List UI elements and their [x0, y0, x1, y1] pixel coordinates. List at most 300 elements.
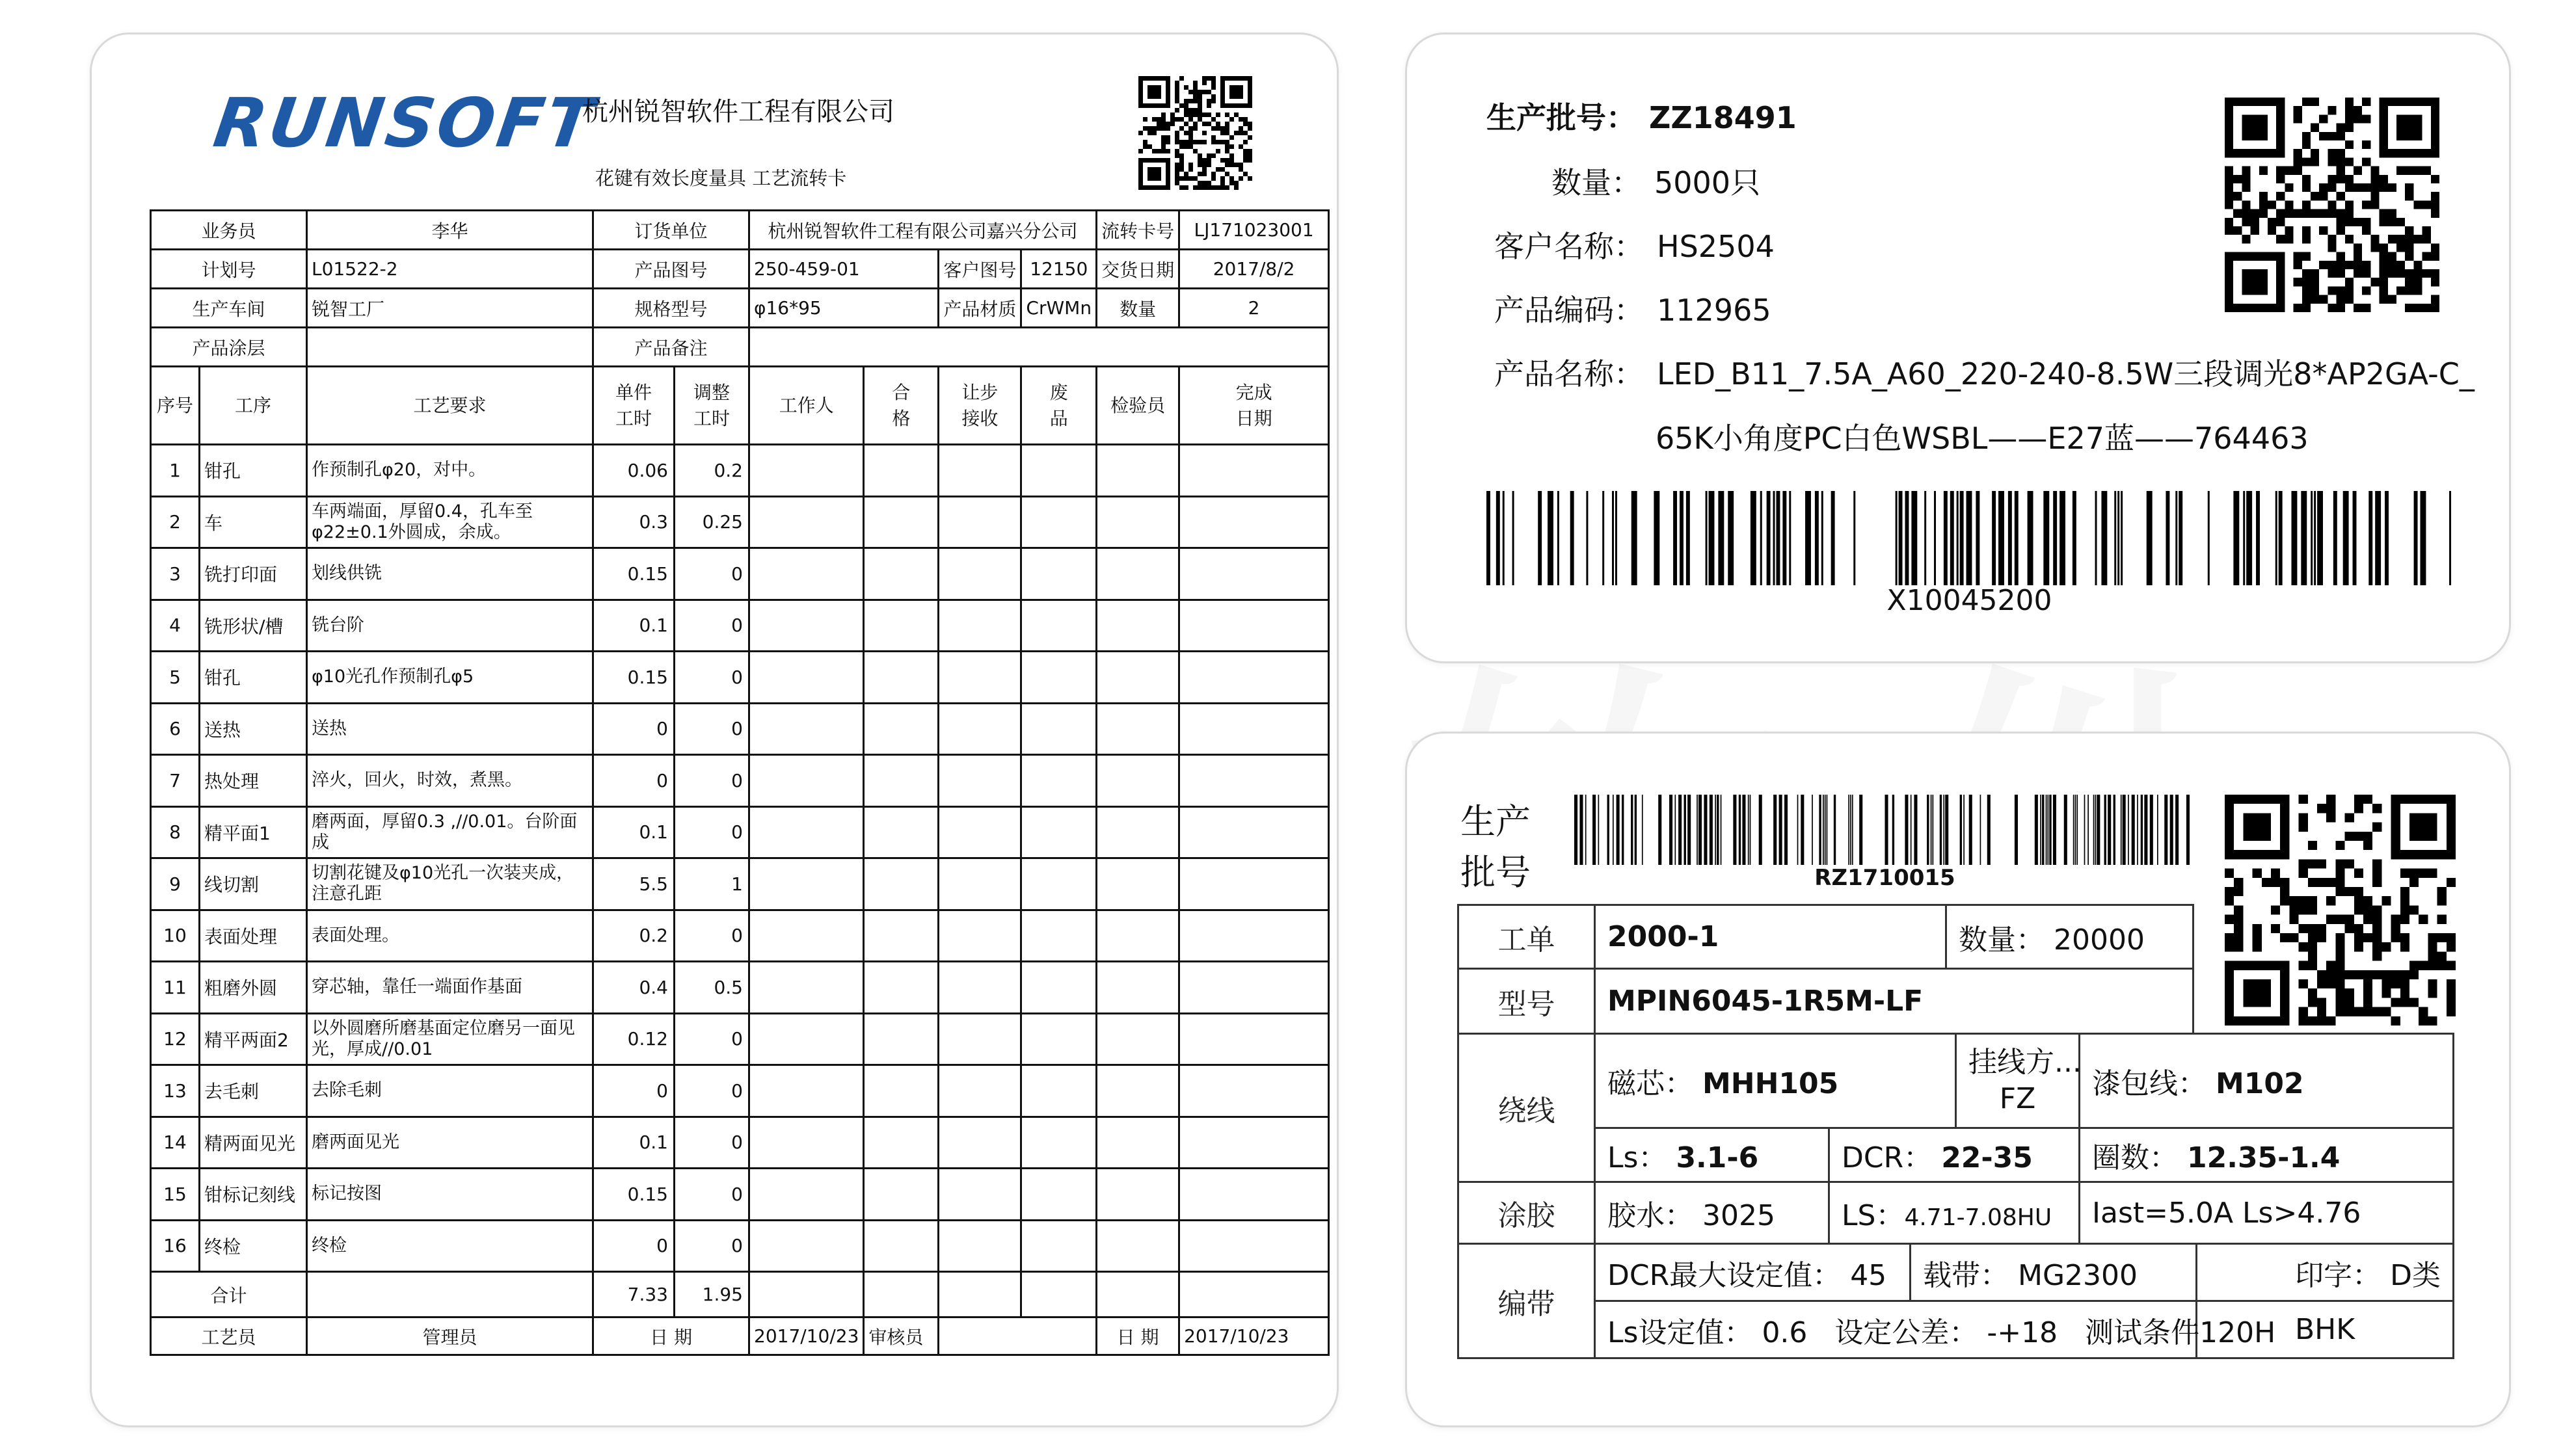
order-table	[1457, 904, 2194, 1035]
print-label: 印字：	[2295, 1258, 2381, 1292]
col-req: 工艺要求	[307, 367, 593, 445]
dcrmax-value: 45	[1850, 1258, 1887, 1292]
table-row	[151, 496, 1329, 548]
row-req: 划线供铣	[307, 548, 593, 600]
table-row	[151, 703, 1329, 755]
workshop-value: 锐智工厂	[307, 289, 593, 328]
row-proc: 精平两面2	[200, 1013, 307, 1065]
row-adj-time: 0	[675, 1169, 749, 1221]
table-row	[151, 652, 1329, 704]
row-proc: 精两面见光	[200, 1117, 307, 1169]
company-title: 杭州锐智软件工程有限公司	[582, 97, 894, 127]
empty-cell	[749, 1117, 864, 1169]
row-unit-time: 0.1	[593, 806, 675, 858]
glue-label: 胶水：	[1607, 1199, 1693, 1232]
row-adj-time: 0	[675, 703, 749, 755]
card-subtitle: 花键有效长度量具 工艺流转卡	[595, 167, 847, 189]
empty-cell	[1179, 962, 1329, 1014]
hang-cell	[1956, 1034, 2080, 1128]
empty-cell	[939, 1013, 1021, 1065]
empty-cell	[749, 910, 864, 962]
drawing-no-value: 250-459-01	[749, 250, 939, 289]
empty-cell	[939, 755, 1021, 807]
table-row	[151, 806, 1329, 858]
empty-cell	[1097, 806, 1179, 858]
carrier-cell	[1911, 1244, 2197, 1301]
empty-cell	[1021, 548, 1097, 600]
empty-cell	[1021, 496, 1097, 548]
date2-label: 日 期	[1097, 1317, 1179, 1355]
core-value: MHH105	[1702, 1067, 1839, 1100]
empty-cell	[749, 755, 864, 807]
empty-cell	[1021, 600, 1097, 652]
row-req: 磨两面见光	[307, 1117, 593, 1169]
empty-cell	[1021, 755, 1097, 807]
table-row	[151, 910, 1329, 962]
col-finish: 完成 日期	[1179, 367, 1329, 445]
table-row	[151, 858, 1329, 910]
empty-cell	[1021, 1065, 1097, 1117]
qty-label: 数量：	[1551, 165, 1641, 200]
empty-cell	[864, 548, 939, 600]
total-unit-time: 7.33	[593, 1272, 675, 1317]
row-unit-time: 0.15	[593, 1169, 675, 1221]
empty-cell	[864, 600, 939, 652]
row-proc: 精平面1	[200, 806, 307, 858]
empty-cell	[864, 755, 939, 807]
empty-cell	[939, 548, 1021, 600]
row-req: 淬火，回火，时效，煮黑。	[307, 755, 593, 807]
empty-cell	[1097, 1169, 1179, 1221]
dcr-cell	[1829, 1128, 2080, 1182]
row-req: 切割花键及φ10光孔一次装夹成，注意孔距	[307, 858, 593, 910]
lsset-cell	[1595, 1301, 2276, 1358]
row-seq: 9	[151, 858, 200, 910]
row-seq: 3	[151, 548, 200, 600]
empty-cell	[1179, 496, 1329, 548]
table-row	[151, 1220, 1329, 1272]
empty-cell	[864, 806, 939, 858]
core-label: 磁芯：	[1607, 1067, 1693, 1100]
dcrmax-label: DCR最大设定值：	[1607, 1258, 1842, 1292]
row-proc: 终检	[200, 1220, 307, 1272]
row-req: φ10光孔作预制孔φ5	[307, 652, 593, 704]
table-row	[151, 445, 1329, 497]
table-row	[151, 1065, 1329, 1117]
empty-cell	[749, 496, 864, 548]
table-row	[151, 1169, 1329, 1221]
batch-label-2: 批号	[1460, 852, 1531, 893]
qty-label: 数量	[1097, 289, 1179, 328]
customer-drawing-value: 12150	[1021, 250, 1097, 289]
empty-cell	[939, 1065, 1021, 1117]
empty-cell	[864, 1220, 939, 1272]
empty-cell	[1179, 1169, 1329, 1221]
model-value: MPIN6045-1R5M-LF	[1595, 969, 2194, 1034]
empty-cell	[1021, 806, 1097, 858]
name-line2: 65K小角度PC白色WSBL——E27蓝——764463	[1656, 421, 2309, 456]
empty-cell	[1097, 1013, 1179, 1065]
table-row	[151, 548, 1329, 600]
spec-label: 规格型号	[593, 289, 749, 328]
qty-cell	[1946, 905, 2194, 969]
empty-cell	[749, 962, 864, 1014]
code-label: 产品编码：	[1494, 293, 1644, 328]
row-req: 磨两面，厚留0.3 ,//0.01。台阶面成	[307, 806, 593, 858]
hang-value: FZ	[1999, 1082, 2036, 1115]
empty-cell	[864, 496, 939, 548]
ls-cell	[1595, 1128, 1829, 1182]
empty-cell	[1179, 1220, 1329, 1272]
coating-label: 产品涂层	[151, 328, 307, 367]
print-value: D类	[2390, 1258, 2441, 1292]
wire-value: M102	[2216, 1067, 2304, 1100]
card-no-value: LJ171023001	[1179, 211, 1329, 250]
empty-cell	[1021, 1220, 1097, 1272]
row-adj-time: 0	[675, 910, 749, 962]
order-value: 2000-1	[1595, 905, 1946, 969]
empty-cell	[939, 496, 1021, 548]
tape-table	[1457, 1243, 2454, 1359]
code-value: 112965	[1657, 293, 1771, 328]
total-label: 合计	[151, 1272, 307, 1317]
empty-cell	[864, 1117, 939, 1169]
table-row	[151, 1117, 1329, 1169]
delivery-label: 交货日期	[1097, 250, 1179, 289]
row-seq: 6	[151, 703, 200, 755]
row-proc: 粗磨外圆	[200, 962, 307, 1014]
row-req: 去除毛刺	[307, 1065, 593, 1117]
row-unit-time: 0.12	[593, 1013, 675, 1065]
tol-value: -+18	[1987, 1316, 2058, 1349]
row-adj-time: 0.25	[675, 496, 749, 548]
card-no-label: 流转卡号	[1097, 211, 1179, 250]
col-inspector: 检验员	[1097, 367, 1179, 445]
row-req: 铣台阶	[307, 600, 593, 652]
spec-table	[1457, 1033, 2454, 1245]
empty-cell	[1179, 1065, 1329, 1117]
name-line1: LED_B11_7.5A_A60_220-240-8.5W三段调光8*AP2GA-C_	[1657, 356, 2475, 391]
qty-label: 数量：	[1959, 923, 2045, 957]
batch-label-1: 生产	[1460, 801, 1531, 842]
empty-cell	[1097, 1117, 1179, 1169]
delivery-value: 2017/8/2	[1179, 250, 1329, 289]
batch-stack	[1460, 797, 1531, 898]
empty-cell	[1021, 1117, 1097, 1169]
tape-label: 编带	[1458, 1244, 1595, 1358]
row-unit-time: 0.15	[593, 548, 675, 600]
print-cell	[2197, 1244, 2454, 1301]
total-adj-time: 1.95	[675, 1272, 749, 1317]
row-proc: 表面处理	[200, 910, 307, 962]
row-adj-time: 0	[675, 548, 749, 600]
empty-cell	[1021, 703, 1097, 755]
glue-value: 3025	[1702, 1199, 1775, 1232]
row-adj-time: 0.2	[675, 445, 749, 497]
row-seq: 15	[151, 1169, 200, 1221]
ls2-cell	[1829, 1182, 2080, 1244]
empty-cell	[939, 652, 1021, 704]
col-seq: 序号	[151, 367, 200, 445]
row-seq: 4	[151, 600, 200, 652]
barcode-text: X10045200	[1886, 584, 2052, 617]
row-proc: 钳孔	[200, 652, 307, 704]
row-unit-time: 0	[593, 1065, 675, 1117]
name-row	[1494, 351, 2475, 393]
empty-cell	[1021, 652, 1097, 704]
row-seq: 12	[151, 1013, 200, 1065]
row-proc: 铣形状/槽	[200, 600, 307, 652]
empty-cell	[1021, 962, 1097, 1014]
empty-cell	[1179, 806, 1329, 858]
row-unit-time: 0.2	[593, 910, 675, 962]
carrier-value: MG2300	[2018, 1258, 2138, 1292]
batch-label: 生产批号：	[1486, 100, 1636, 135]
empty-cell	[749, 1220, 864, 1272]
col-scrap: 废 品	[1021, 367, 1097, 445]
row-seq: 2	[151, 496, 200, 548]
bhk-value: BHK	[2197, 1301, 2454, 1358]
empty-cell	[939, 910, 1021, 962]
table-row	[151, 600, 1329, 652]
empty-cell	[749, 652, 864, 704]
col-unit-time: 单件 工时	[593, 367, 675, 445]
empty-cell	[749, 858, 864, 910]
iast-value: Iast=5.0A Ls>4.76	[2080, 1182, 2454, 1244]
wire-cell	[2080, 1034, 2454, 1128]
material-value: CrWMn	[1021, 289, 1097, 328]
empty-cell	[1097, 755, 1179, 807]
row-req: 标记按图	[307, 1169, 593, 1221]
order-unit-label: 订货单位	[593, 211, 749, 250]
salesman-value: 李华	[307, 211, 593, 250]
row-seq: 8	[151, 806, 200, 858]
turns-value: 12.35-1.4	[2187, 1141, 2341, 1174]
row-seq: 7	[151, 755, 200, 807]
empty-cell	[1097, 652, 1179, 704]
batch-value: ZZ18491	[1649, 100, 1797, 135]
empty-cell	[864, 858, 939, 910]
material-label: 产品材质	[939, 289, 1021, 328]
row-proc: 线切割	[200, 858, 307, 910]
model-label: 型号	[1458, 969, 1595, 1034]
qty-value: 20000	[2054, 923, 2145, 957]
row-unit-time: 0.4	[593, 962, 675, 1014]
empty-cell	[749, 703, 864, 755]
empty-cell	[1097, 445, 1179, 497]
row-proc: 热处理	[200, 755, 307, 807]
row-unit-time: 0.1	[593, 1117, 675, 1169]
row-req: 穿芯轴，靠任一端面作基面	[307, 962, 593, 1014]
row-proc: 铣打印面	[200, 548, 307, 600]
row-proc: 钳孔	[200, 445, 307, 497]
empty-cell	[1179, 703, 1329, 755]
runsoft-logo: RUNSOFT	[209, 83, 601, 163]
code-row	[1494, 287, 1771, 330]
empty-cell	[939, 445, 1021, 497]
lsset-label: Ls设定值：	[1607, 1316, 1753, 1349]
empty-cell	[1097, 1065, 1179, 1117]
empty-cell	[1179, 445, 1329, 497]
ls2-label: LS：	[1842, 1199, 1905, 1232]
name-label: 产品名称：	[1494, 356, 1644, 391]
empty-cell	[864, 1013, 939, 1065]
dcrmax-cell	[1595, 1244, 1911, 1301]
empty-cell	[939, 806, 1021, 858]
empty-cell	[1097, 858, 1179, 910]
order-unit-value: 杭州锐智软件工程有限公司嘉兴分公司	[749, 211, 1097, 250]
row-seq: 1	[151, 445, 200, 497]
empty-cell	[1097, 1220, 1179, 1272]
spec-value: φ16*95	[749, 289, 939, 328]
drawing-no-label: 产品图号	[593, 250, 749, 289]
remark-label: 产品备注	[593, 328, 749, 367]
empty-cell	[1097, 548, 1179, 600]
row-adj-time: 0	[675, 1117, 749, 1169]
hang-label: 挂线方...	[1968, 1046, 2082, 1079]
empty-cell	[864, 703, 939, 755]
order-label: 工单	[1458, 905, 1595, 969]
row-adj-time: 0.5	[675, 962, 749, 1014]
col-proc: 工序	[200, 367, 307, 445]
empty-cell	[1179, 652, 1329, 704]
empty-cell	[939, 858, 1021, 910]
salesman-label: 业务员	[151, 211, 307, 250]
row-seq: 16	[151, 1220, 200, 1272]
lsset-value: 0.6	[1762, 1316, 1808, 1349]
row-seq: 13	[151, 1065, 200, 1117]
empty-cell	[1179, 1013, 1329, 1065]
empty-cell	[939, 1220, 1021, 1272]
empty-cell	[939, 962, 1021, 1014]
empty-cell	[749, 1013, 864, 1065]
empty-cell	[864, 1065, 939, 1117]
winding-label: 绕线	[1458, 1034, 1595, 1182]
ls2-value: 4.71-7.08HU	[1904, 1204, 2052, 1231]
batch-row	[1486, 94, 1797, 137]
row-proc: 车	[200, 496, 307, 548]
row-req: 以外圆磨所磨基面定位磨另一面见光，厚成//0.01	[307, 1013, 593, 1065]
core-cell	[1595, 1034, 1956, 1128]
customer-drawing-label: 客户图号	[939, 250, 1021, 289]
process-table	[150, 209, 1330, 1356]
row-seq: 14	[151, 1117, 200, 1169]
auditor-label: 审核员	[864, 1317, 939, 1355]
row-unit-time: 0	[593, 755, 675, 807]
row-seq: 11	[151, 962, 200, 1014]
empty-cell	[749, 1065, 864, 1117]
qty-value: 2	[1179, 289, 1329, 328]
ls-value: 3.1-6	[1676, 1141, 1759, 1174]
empty-cell	[864, 445, 939, 497]
col-worker: 工作人	[749, 367, 864, 445]
row-req: 表面处理。	[307, 910, 593, 962]
empty-cell	[749, 1169, 864, 1221]
empty-cell	[1097, 496, 1179, 548]
row-adj-time: 0	[675, 806, 749, 858]
row-proc: 送热	[200, 703, 307, 755]
coating-value	[307, 328, 593, 367]
test-condition: 测试条件120H	[2085, 1316, 2276, 1349]
empty-cell	[749, 445, 864, 497]
row-unit-time: 0	[593, 703, 675, 755]
empty-cell	[1179, 548, 1329, 600]
row-unit-time: 0.06	[593, 445, 675, 497]
empty-cell	[1097, 600, 1179, 652]
wire-label: 漆包线：	[2092, 1067, 2207, 1100]
empty-cell	[1097, 962, 1179, 1014]
qr-code-icon	[2225, 795, 2456, 1026]
plan-no-value: L01522-2	[307, 250, 593, 289]
date-label: 日 期	[593, 1317, 749, 1355]
carrier-label: 载带：	[1923, 1258, 2009, 1292]
empty-cell	[864, 910, 939, 962]
row-req: 作预制孔φ20，对中。	[307, 445, 593, 497]
remark-value	[749, 328, 1329, 367]
table-row	[151, 1013, 1329, 1065]
row-req: 终检	[307, 1220, 593, 1272]
customer-row	[1494, 223, 1775, 266]
row-adj-time: 0	[675, 652, 749, 704]
empty-cell	[749, 548, 864, 600]
barcode-icon	[1574, 795, 2195, 865]
row-adj-time: 0	[675, 1013, 749, 1065]
empty-cell	[749, 600, 864, 652]
row-unit-time: 0.15	[593, 652, 675, 704]
ls-label: Ls：	[1607, 1141, 1667, 1174]
empty-cell	[1179, 1117, 1329, 1169]
row-adj-time: 0	[675, 755, 749, 807]
empty-cell	[1179, 600, 1329, 652]
tol-label: 设定公差：	[1834, 1316, 1978, 1349]
row-seq: 10	[151, 910, 200, 962]
manager-label: 管理员	[307, 1317, 593, 1355]
workshop-label: 生产车间	[151, 289, 307, 328]
row-unit-time: 0.1	[593, 600, 675, 652]
empty-cell	[1021, 910, 1097, 962]
table-row	[151, 962, 1329, 1014]
row-unit-time: 5.5	[593, 858, 675, 910]
glue-row-label: 涂胶	[1458, 1182, 1595, 1244]
empty-cell	[1021, 445, 1097, 497]
empty-cell	[1179, 755, 1329, 807]
plan-no-label: 计划号	[151, 250, 307, 289]
dcr-value: 22-35	[1941, 1141, 2033, 1174]
empty-cell	[749, 806, 864, 858]
date2-value: 2017/10/23	[1179, 1317, 1329, 1355]
col-pass: 合 格	[864, 367, 939, 445]
empty-cell	[1179, 858, 1329, 910]
empty-cell	[939, 600, 1021, 652]
row-adj-time: 1	[675, 858, 749, 910]
empty-cell	[1097, 703, 1179, 755]
row-unit-time: 0.3	[593, 496, 675, 548]
barcode-text-bottom: RZ1710015	[1814, 865, 1955, 891]
empty-cell	[939, 1169, 1021, 1221]
table-row	[151, 755, 1329, 807]
sign-date-value: 2017/10/23	[749, 1317, 864, 1355]
row-adj-time: 0	[675, 1065, 749, 1117]
row-adj-time: 0	[675, 1220, 749, 1272]
customer-label: 客户名称：	[1494, 229, 1644, 264]
empty-cell	[1021, 858, 1097, 910]
qty-row	[1551, 159, 1760, 202]
row-unit-time: 0	[593, 1220, 675, 1272]
empty-cell	[1097, 910, 1179, 962]
qty-value: 5000只	[1654, 165, 1761, 200]
customer-value: HS2504	[1657, 229, 1775, 264]
crafts-label: 工艺员	[151, 1317, 307, 1355]
